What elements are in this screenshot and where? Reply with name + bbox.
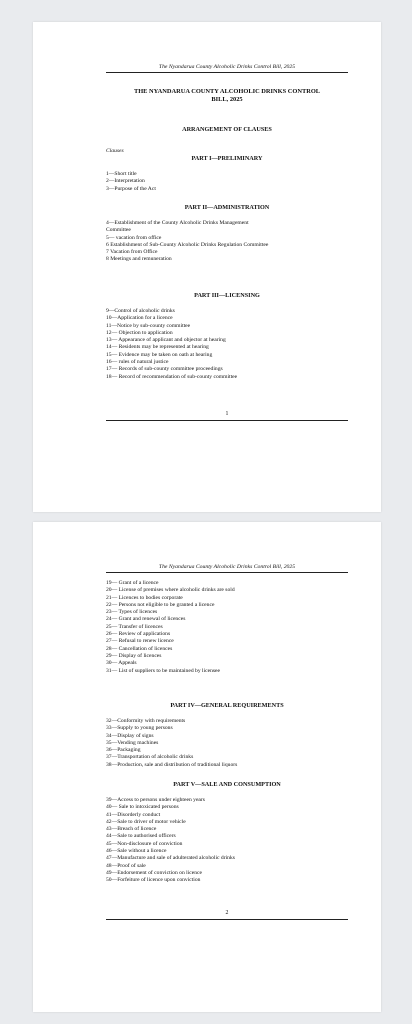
document-page-1 <box>33 22 381 512</box>
clause-item: 27— Refusal to renew licence <box>106 638 174 645</box>
clause-item: 10—Application for a licence <box>106 315 173 322</box>
clause-item: 50—Forfeiture of licence upon conviction <box>106 877 201 884</box>
clause-item: 6 Establishment of Sub-County Alcoholic Drinks Regulation Committee <box>106 241 269 248</box>
clause-item: 9—Control of alcoholic drinks <box>106 308 175 314</box>
arrangement-heading: ARRANGEMENT OF CLAUSES <box>182 126 272 133</box>
clause-item: 48—Proof of sale <box>106 862 146 869</box>
clause-item: 5— vacation from office <box>106 234 162 241</box>
page-number: 2 <box>225 910 229 916</box>
clause-item: 49—Endorsement of conviction on licence <box>106 869 202 876</box>
clause-item: 19— Grant of a licence <box>106 580 159 586</box>
clause-item: 4—Establishment of the County Alcoholic Drinks Management <box>106 220 249 226</box>
clause-item: 25— Transfer of licences <box>106 623 163 630</box>
clause-item: 42—Sale to driver of motor vehicle <box>106 818 186 825</box>
footer-rule <box>106 420 348 421</box>
clause-item: 15— Evidence may be taken on oath at hearing <box>106 351 213 358</box>
document-page-2 <box>33 522 381 1012</box>
part-4-heading: PART IV—GENERAL REQUIREMENTS <box>170 702 284 709</box>
clause-item: 2—Interpretation <box>106 178 145 185</box>
footer-rule <box>106 919 348 920</box>
part-3-list <box>106 308 351 381</box>
clause-item: 35—Vending machines <box>106 739 159 746</box>
clause-item: 14— Residents may be represented at hearing <box>106 344 209 351</box>
part-4-list <box>106 718 351 769</box>
clause-item: 23— Types of licences <box>106 609 158 616</box>
part-1-heading: PART I—PRELIMINARY <box>191 155 263 162</box>
clause-item: 12— Objection to application <box>106 329 173 336</box>
bill-title-line-2: BILL, 2025 <box>211 96 243 103</box>
clause-item: 38—Production, sale and distribution of traditional liquors <box>106 761 238 768</box>
clause-item: 20— License of premises where alcoholic drinks are sold <box>106 587 235 594</box>
clause-item: 34—Display of signs <box>106 732 154 739</box>
clause-item: 45—Non-disclosure of conviction <box>106 840 183 847</box>
clause-item: 29— Display of licences <box>106 652 162 659</box>
clause-item: 44—Sale to authorised officers <box>106 833 176 840</box>
clause-item: 46—Sale without a licence <box>106 848 167 855</box>
clause-item: 11—Notice by sub-county committee <box>106 322 191 329</box>
clause-item: 17— Records of sub-county committee proceedings <box>106 366 223 373</box>
clause-item: 7 Vacation from Office <box>106 249 158 256</box>
page-number: 1 <box>225 411 229 417</box>
bill-title-line-1: THE NYANDARUA COUNTY ALCOHOLIC DRINKS CONTROL <box>133 88 321 95</box>
clause-item: 16— rules of natural justice <box>106 359 169 366</box>
clause-item: 37—Transportation of alcoholic drinks <box>106 754 194 761</box>
clause-item: 40— Sale to intoxicated persons <box>106 804 179 811</box>
clause-item: 1—Short title <box>106 171 137 177</box>
part-3-continued-list <box>106 580 351 675</box>
clause-item: 43—Breach of licence <box>106 826 157 833</box>
clause-item: 13— Appearance of applicant and objector at hearing <box>106 337 226 344</box>
clause-item: 18— Record of recommendation of sub-county committee <box>106 373 238 380</box>
clause-item: 21— Licences to bodies corporate <box>106 594 183 601</box>
running-header: The Nyandarua County Alcoholic Drinks Control Bill, 2025 <box>158 64 296 70</box>
clause-item: Committee <box>106 227 131 234</box>
clause-item: 3—Purpose of the Act <box>106 185 156 192</box>
running-header: The Nyandarua County Alcoholic Drinks Control Bill, 2025 <box>158 564 296 570</box>
clause-item: 36—Packaging <box>106 747 141 754</box>
header-rule <box>106 572 348 573</box>
part-5-list <box>106 797 351 885</box>
clause-item: 39—Access to persons under eighteen years <box>106 797 205 803</box>
header-rule <box>106 72 348 73</box>
part-2-list <box>106 220 351 264</box>
clause-item: 33—Supply to young persons <box>106 725 173 732</box>
clause-item: 31— List of suppliers to be maintained by licensee <box>106 667 221 674</box>
clause-item: 22— Persons not eligible to be granted a licence <box>106 601 215 608</box>
part-3-heading: PART III—LICENSING <box>194 292 260 299</box>
part-5-heading: PART V—SALE AND CONSUMPTION <box>173 781 281 788</box>
clause-item: 24— Grant and renewal of licences <box>106 616 186 623</box>
part-1-list <box>106 171 351 193</box>
clause-item: 28— Cancellation of licences <box>106 645 173 652</box>
clause-item: 26— Review of applications <box>106 631 171 638</box>
clauses-label: Clauses <box>106 148 124 154</box>
clause-item: 8 Meetings and remuneration <box>106 256 172 263</box>
part-2-heading: PART II—ADMINISTRATION <box>184 204 270 211</box>
clause-item: 32—Conformity with requirements <box>106 718 186 724</box>
clause-item: 47—Manufacture and sale of adulterated alcoholic drinks <box>106 855 235 862</box>
clause-item: 30— Appeals <box>106 660 137 667</box>
clause-item: 41—Disorderly conduct <box>106 811 161 818</box>
